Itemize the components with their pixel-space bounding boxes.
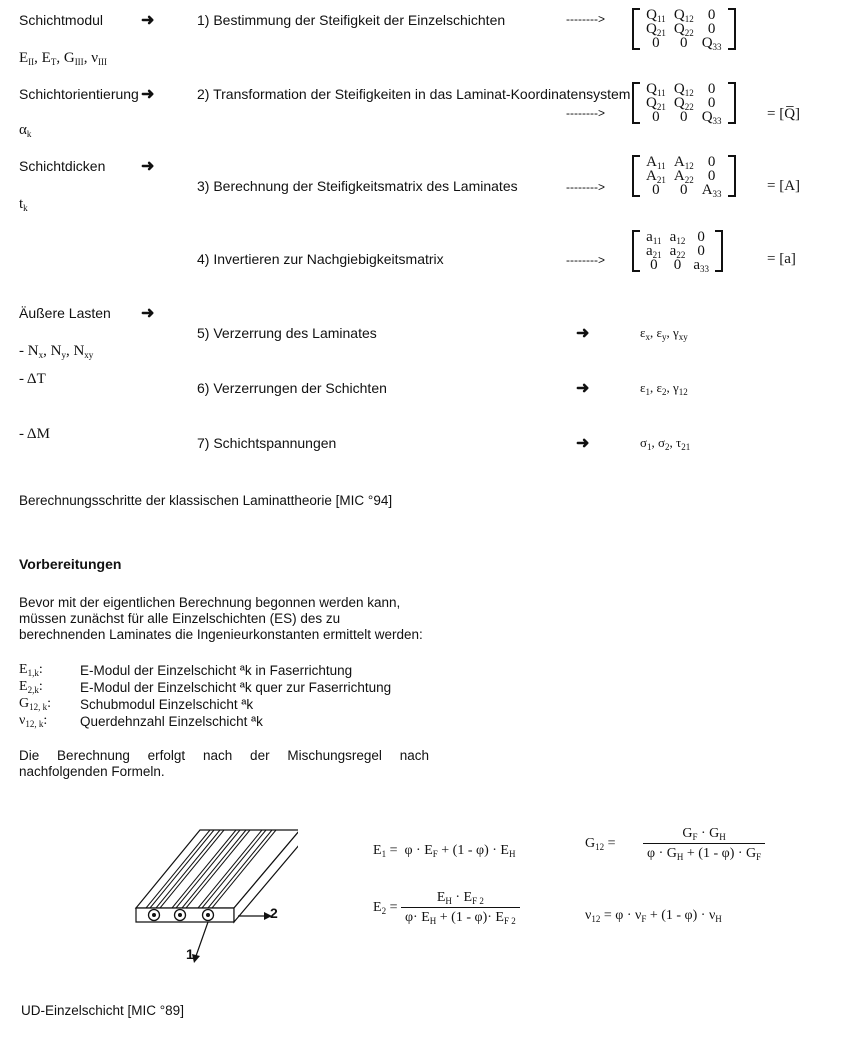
arrow-icon: ➜ (141, 86, 155, 103)
input-t-symbol: $t_k$ (19, 196, 28, 213)
matrix-a: $a_{11}$ $a_{12}$ 0 $a_{21}$ $a_{22}$ 0 0 0 $a_{33}$ (632, 230, 723, 272)
formula-E1: $E_1 = \varphi \cdot E_F + (1 - \varphi) \cdot E_H$ (373, 843, 516, 859)
matrix-Q: $Q_{11}$ $Q_{12}$ 0 $Q_{21}$ $Q_{22}$ 0 0 0 $Q_{33}$ (632, 8, 736, 50)
formula-nu12: $\nu_{12} = \varphi \cdot \nu_F + (1 - \varphi) \cdot \nu_H$ (585, 908, 722, 924)
arrow-icon: ➜ (141, 158, 155, 175)
definition-G12k: Schubmodul Einzelschicht ªk (80, 697, 254, 712)
input-deltaT: - ΔT (19, 371, 46, 387)
diagram-caption: Berechnungsschritte der klassischen Laminattheorie [MIC °94] (19, 493, 393, 508)
axis-1-label: 1 (186, 946, 194, 962)
formula-G12: $G_{12}$ = $\frac{G_F \cdot G_H}{\varphi \cdot G_H + (1 - \varphi) \cdot G_F}$ (585, 826, 765, 862)
ud-layer-figure (128, 820, 298, 965)
dashed-arrow: --------> (566, 253, 605, 267)
matrix-A: $A_{11}$ $A_{12}$ 0 $A_{21}$ $A_{22}$ 0 0 0 $A_{33}$ (632, 155, 736, 197)
dashed-arrow: --------> (566, 12, 605, 26)
symbol-E2k: $E_{2,k}$: (19, 679, 43, 695)
step-5: 5) Verzerrung des Laminates (197, 325, 377, 341)
step-3: 3) Berechnung der Steifigkeitsmatrix des Laminates (197, 178, 518, 194)
eq-Qbar: = [Q̅] (767, 106, 801, 122)
intro-paragraph: Bevor mit der eigentlichen Berechnung begonnen werden kann, müssen zunächst für alle Einzelschichten (ES) des zu berechnenden Laminates die Ingenieurkonstanten ermittelt werden: (19, 595, 423, 642)
input-schichtdicken: Schichtdicken (19, 158, 106, 174)
step-4: 4) Invertieren zur Nachgiebigkeitsmatrix (197, 251, 444, 267)
step-1: 1) Bestimmung der Steifigkeit der Einzelschichten (197, 12, 506, 28)
input-alpha-symbol: $\alpha_k$ (19, 122, 32, 139)
result-stresses: $\sigma_1$, $\sigma_2$, $\tau_{21}$ (640, 435, 691, 452)
mix-rule-paragraph: Die Berechnung erfolgt nach der Mischungsregel nach nachfolgenden Formeln. (19, 748, 429, 779)
input-schichtorientierung: Schichtorientierung (19, 86, 139, 102)
dashed-arrow: --------> (566, 180, 605, 194)
input-moduli-symbols: $E_{II}$, $E_T$, $G_{III}$, $\nu_{III}$ (19, 50, 107, 67)
arrow-icon: ➜ (576, 325, 590, 342)
input-aeussere-lasten: Äußere Lasten (19, 305, 111, 321)
definition-nu12k: Querdehnzahl Einzelschicht ªk (80, 714, 263, 729)
input-schichtmodul: Schichtmodul (19, 12, 104, 28)
eq-A: = [A] (767, 178, 801, 194)
section-heading: Vorbereitungen (19, 556, 122, 572)
arrow-icon: ➜ (576, 435, 590, 452)
result-strain-layers: $\varepsilon_1$, $\varepsilon_2$, $\gamma_{12}$ (640, 380, 688, 397)
step-7: 7) Schichtspannungen (197, 435, 337, 451)
axis-2-label: 2 (270, 905, 278, 921)
symbol-G12k: $G_{12, k}$: (19, 696, 52, 712)
symbol-nu12k: $\nu_{12, k}$: (19, 713, 48, 729)
arrow-icon: ➜ (576, 380, 590, 397)
arrow-icon: ➜ (141, 305, 155, 322)
symbol-E1k: $E_{1,k}$: (19, 662, 43, 678)
step-2: 2) Transformation der Steifigkeiten in das Laminat-Koordinatensystem (197, 86, 631, 102)
step-6: 6) Verzerrungen der Schichten (197, 380, 387, 396)
definition-E2k: E-Modul der Einzelschicht ªk quer zur Faserrichtung (80, 680, 392, 695)
definition-E1k: E-Modul der Einzelschicht ªk in Faserrichtung (80, 663, 353, 678)
eq-a: = [a] (767, 251, 796, 267)
matrix-Qbar: $Q_{11}$ $Q_{12}$ 0 $Q_{21}$ $Q_{22}$ 0 0 0 $Q_{33}$ (632, 82, 736, 124)
formula-E2: $E_2$ = $\frac{E_H \cdot E_{F 2}}{\varphi\cdot E_H + (1 - \varphi)\cdot E_{F 2}}$ (373, 890, 520, 926)
arrow-icon: ➜ (141, 12, 155, 29)
input-N-loads: - $N_x$, $N_y$, $N_{xy}$ (19, 343, 94, 360)
figure-caption: UD-Einzelschicht [MIC °89] (21, 1003, 184, 1018)
result-strain-laminate: $\varepsilon_x$, $\varepsilon_y$, $\gamma_{xy}$ (640, 325, 688, 342)
input-deltaM: - ΔM (19, 426, 50, 442)
dashed-arrow: --------> (566, 106, 605, 120)
